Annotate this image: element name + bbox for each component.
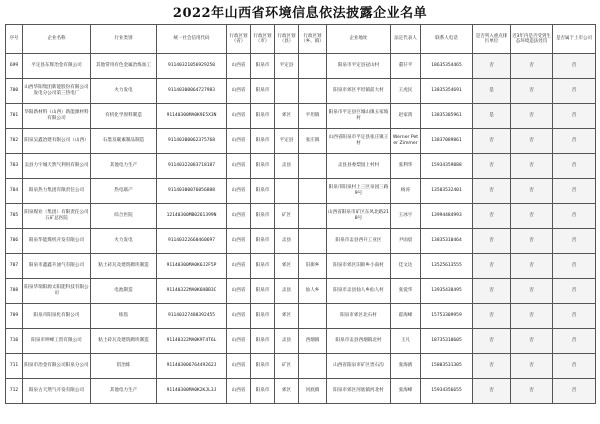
listed-company-cell: 否 — [553, 254, 596, 279]
serial-number-cell: 702 — [6, 129, 23, 154]
col-header: 行政区划（乡、镇） — [299, 25, 327, 54]
table-row — [6, 54, 596, 79]
credit-code-cell: 91140321056929250 — [157, 54, 227, 79]
province-cell: 山西省 — [227, 329, 251, 354]
penalty-cell: 否 — [511, 154, 553, 179]
penalty-cell: 否 — [511, 79, 553, 104]
legal-representative-cell: 张海峰 — [391, 379, 421, 404]
col-header: 统一社会信用代码 — [157, 25, 227, 54]
township-cell — [299, 304, 327, 329]
township-cell: 旧街乡 — [299, 254, 327, 279]
serial-number-cell: 711 — [6, 354, 23, 379]
company-name-cell: 阳泉市冶金有限公司阳泉分公司 — [23, 354, 91, 379]
serial-number-cell: 701 — [6, 104, 23, 129]
table-row — [6, 179, 596, 204]
credit-code-cell: 91140322MA0K6HBB3C — [157, 279, 227, 304]
legal-representative-cell: 佳文达 — [391, 254, 421, 279]
address-cell: 阳泉市郊区平坦镇前大村 — [327, 79, 391, 104]
table-row — [6, 129, 596, 154]
industry-cell: 炼焦 — [91, 304, 157, 329]
address-cell: 山西省阳泉市矿区东风北路218号 — [327, 204, 391, 229]
city-cell: 阳泉市 — [251, 179, 275, 204]
city-cell: 阳泉市 — [251, 154, 275, 179]
penalty-cell: 否 — [511, 104, 553, 129]
province-cell: 山西省 — [227, 229, 251, 254]
credit-code-cell: 91140300MA0K9E5X3N — [157, 104, 227, 129]
phone-cell: 15803531305 — [421, 354, 473, 379]
company-name-cell: 阳泉市鑫鑫升油气有限公司 — [23, 254, 91, 279]
county-cell: 郊区 — [275, 379, 299, 404]
township-cell: 平坦镇 — [299, 104, 327, 129]
county-cell: 郊区 — [275, 304, 299, 329]
industry-cell: 综合医院 — [91, 204, 157, 229]
address-cell: 山西省阳泉市矿区贵石沟 — [327, 354, 391, 379]
province-cell: 山西省 — [227, 54, 251, 79]
penalty-cell: 否 — [511, 329, 553, 354]
key-polluter-cell: 否 — [473, 279, 511, 304]
industry-cell: 有机化学原料制造 — [91, 104, 157, 129]
township-cell — [299, 54, 327, 79]
credit-code-cell: 91140300MA0K6J2F5P — [157, 254, 227, 279]
credit-code-cell: 91140322083718187 — [157, 154, 227, 179]
address-cell: 阳泉市平定县冠山村 — [327, 54, 391, 79]
county-cell: 郊区 — [275, 104, 299, 129]
city-cell: 阳泉市 — [251, 79, 275, 104]
serial-number-cell: 700 — [6, 79, 23, 104]
legal-representative-cell: 杨涛 — [391, 179, 421, 204]
township-cell: 张庄镇 — [299, 129, 327, 154]
key-polluter-cell: 否 — [473, 129, 511, 154]
penalty-cell: 否 — [511, 354, 553, 379]
county-cell: 平定县 — [275, 129, 299, 154]
township-cell: 仙人乡 — [299, 279, 327, 304]
enterprise-disclosure-table — [5, 24, 596, 404]
col-header: 行业类别 — [91, 25, 157, 54]
serial-number-cell: 706 — [6, 229, 23, 254]
legal-representative-cell: Werner Peter Zimmer — [391, 129, 421, 154]
province-cell: 山西省 — [227, 354, 251, 379]
col-header: 序号 — [6, 25, 23, 54]
address-cell: 阳泉市盂县西开工业区 — [327, 229, 391, 254]
key-polluter-cell: 是 — [473, 79, 511, 104]
key-polluter-cell: 否 — [473, 54, 511, 79]
listed-company-cell: 否 — [553, 129, 596, 154]
township-cell: 河底镇 — [299, 379, 327, 404]
company-name-cell: 阳泉热力集团有限责任公司 — [23, 179, 91, 204]
key-polluter-cell: 否 — [473, 379, 511, 404]
township-cell — [299, 179, 327, 204]
listed-company-cell: 否 — [553, 279, 596, 304]
county-cell: 盂县 — [275, 279, 299, 304]
phone-cell: 13935438495 — [421, 279, 473, 304]
listed-company-cell: 否 — [553, 79, 596, 104]
table-row — [6, 154, 596, 179]
city-cell: 阳泉市 — [251, 354, 275, 379]
penalty-cell: 否 — [511, 254, 553, 279]
address-cell: 阳泉市郊区北石村 — [327, 304, 391, 329]
table-header-row — [6, 25, 596, 54]
phone-cell: 13835385961 — [421, 104, 473, 129]
county-cell: 平定县 — [275, 54, 299, 79]
industry-cell: 其他电力生产 — [91, 154, 157, 179]
legal-representative-cell: 王凡 — [391, 329, 421, 354]
address-cell: 阳泉市盂县西烟镇北村 — [327, 329, 391, 354]
phone-cell: 13835310464 — [421, 229, 473, 254]
company-name-cell: 平定县东辉冶金有限公司 — [23, 54, 91, 79]
col-header: 是否属于上市公司 — [553, 25, 596, 54]
table-row — [6, 279, 596, 304]
serial-number-cell: 708 — [6, 279, 23, 304]
phone-cell: 13835354691 — [421, 79, 473, 104]
industry-cell: 火力发电 — [91, 79, 157, 104]
phone-cell: 15934359888 — [421, 154, 473, 179]
province-cell: 山西省 — [227, 79, 251, 104]
legal-representative-cell: 王冰宇 — [391, 204, 421, 229]
listed-company-cell: 否 — [553, 204, 596, 229]
penalty-cell: 否 — [511, 129, 553, 154]
province-cell: 山西省 — [227, 104, 251, 129]
city-cell: 阳泉市 — [251, 104, 275, 129]
table-row — [6, 329, 596, 354]
credit-code-cell: 91140300076056808 — [157, 179, 227, 204]
province-cell: 山西省 — [227, 129, 251, 154]
table-row — [6, 204, 596, 229]
key-polluter-cell: 否 — [473, 204, 511, 229]
table-row — [6, 254, 596, 279]
col-header: 联系人电话 — [421, 25, 473, 54]
address-cell: 阳泉市郊区河底镇河北村 — [327, 379, 391, 404]
page-title: 2022年山西省环境信息依法披露企业名单 — [172, 6, 428, 21]
legal-representative-cell: 尹雨宸 — [391, 229, 421, 254]
company-name-cell: 阳泉市阳泉化有限公司 — [23, 304, 91, 329]
key-polluter-cell: 否 — [473, 304, 511, 329]
province-cell: 山西省 — [227, 279, 251, 304]
listed-company-cell: 否 — [553, 179, 596, 204]
address-cell: 阳泉市盂县仙人乡仙人村 — [327, 279, 391, 304]
credit-code-cell: 91140322MA0K9T4T6L — [157, 329, 227, 354]
table-row — [6, 229, 596, 254]
province-cell: 山西省 — [227, 379, 251, 404]
township-cell — [299, 354, 327, 379]
township-cell — [299, 79, 327, 104]
industry-cell: 粘土砖瓦及建筑砌块制造 — [91, 254, 157, 279]
province-cell: 山西省 — [227, 179, 251, 204]
serial-number-cell: 703 — [6, 154, 23, 179]
township-cell — [299, 154, 327, 179]
phone-cell: 18735310605 — [421, 329, 473, 354]
township-cell — [299, 204, 327, 229]
col-header: 行政区划（市） — [251, 25, 275, 54]
phone-cell: 13503532401 — [421, 179, 473, 204]
legal-representative-cell: 赵家鸿 — [391, 104, 421, 129]
serial-number-cell: 707 — [6, 254, 23, 279]
county-cell: 郊区 — [275, 254, 299, 279]
county-cell: 盂县 — [275, 329, 299, 354]
serial-number-cell: 705 — [6, 204, 23, 229]
listed-company-cell: 否 — [553, 154, 596, 179]
industry-cell: 热电联产 — [91, 179, 157, 204]
listed-company-cell: 否 — [553, 54, 596, 79]
county-cell: 矿区 — [275, 204, 299, 229]
province-cell: 山西省 — [227, 154, 251, 179]
key-polluter-cell: 否 — [473, 229, 511, 254]
city-cell: 阳泉市 — [251, 329, 275, 354]
listed-company-cell: 否 — [553, 229, 596, 254]
table-row — [6, 79, 596, 104]
col-header: 企业名称 — [23, 25, 91, 54]
legal-representative-cell: 霍海峰 — [391, 304, 421, 329]
credit-code-cell: 91140300062375768 — [157, 129, 227, 154]
serial-number-cell: 704 — [6, 179, 23, 204]
company-name-cell: 阳泉吴鑫冶建有限公司（山西） — [23, 129, 91, 154]
legal-representative-cell: 张利华 — [391, 154, 421, 179]
penalty-cell: 否 — [511, 379, 553, 404]
credit-code-cell: 91140300064727983 — [157, 79, 227, 104]
col-header: 企业地址 — [327, 25, 391, 54]
company-name-cell: 山西华阳集团新能股份有限公司发电分公司第三热电厂 — [23, 79, 91, 104]
industry-cell: 粘土砖瓦及建筑砌块制造 — [91, 329, 157, 354]
col-header: 是否列入重点排污单位 — [473, 25, 511, 54]
county-cell: 盂县 — [275, 154, 299, 179]
address-cell: 阳泉市平定县巨城山镇五家坡村 — [327, 104, 391, 129]
company-name-cell: 阳泉煤业（集团）有限责任公司五矿总医院 — [23, 204, 91, 229]
industry-cell: 其他电力生产 — [91, 379, 157, 404]
credit-code-cell: 91140300676449262J — [157, 354, 227, 379]
address-cell: 阳泉市阳泉村上三区泉园三路9号 — [327, 179, 391, 204]
city-cell: 阳泉市 — [251, 279, 275, 304]
penalty-cell: 否 — [511, 179, 553, 204]
key-polluter-cell: 是 — [473, 104, 511, 129]
phone-cell: 13525613555 — [421, 254, 473, 279]
penalty-cell: 否 — [511, 54, 553, 79]
credit-code-cell: 91140322660460697 — [157, 229, 227, 254]
credit-code-cell: 12140300MB0261399N — [157, 204, 227, 229]
province-cell: 山西省 — [227, 254, 251, 279]
table-body — [6, 54, 596, 404]
key-polluter-cell: 否 — [473, 179, 511, 204]
company-name-cell: 阳泉华能煤机开发有限公司 — [23, 229, 91, 254]
county-cell — [275, 179, 299, 204]
township-cell: 西烟镇 — [299, 329, 327, 354]
credit-code-cell: 91140327488392455 — [157, 304, 227, 329]
legal-representative-cell: 张海鸥 — [391, 354, 421, 379]
company-name-cell: 华阳新材料（山西）新能源材料有限公司 — [23, 104, 91, 129]
industry-cell: 其他常用有色金属冶炼加工 — [91, 54, 157, 79]
address-cell: 阳泉市郊区旧街乡小南村 — [327, 254, 391, 279]
legal-representative-cell: 董仔平 — [391, 54, 421, 79]
county-cell — [275, 79, 299, 104]
industry-cell: 电池制造 — [91, 279, 157, 304]
phone-cell: 15934356655 — [421, 379, 473, 404]
key-polluter-cell: 否 — [473, 154, 511, 179]
listed-company-cell: 否 — [553, 304, 596, 329]
county-cell: 矿区 — [275, 354, 299, 379]
phone-cell: 15753309959 — [421, 304, 473, 329]
address-cell: 山西省阳泉市平定县张庄镇王村 — [327, 129, 391, 154]
table-row — [6, 354, 596, 379]
serial-number-cell: 710 — [6, 329, 23, 354]
key-polluter-cell: 否 — [473, 329, 511, 354]
legal-representative-cell: 张爱华 — [391, 279, 421, 304]
industry-cell: 石墨及碳素制品制造 — [91, 129, 157, 154]
phone-cell: 13994484993 — [421, 204, 473, 229]
county-cell: 盂县 — [275, 229, 299, 254]
city-cell: 阳泉市 — [251, 204, 275, 229]
phone-cell: 18635354465 — [421, 54, 473, 79]
city-cell: 阳泉市 — [251, 254, 275, 279]
serial-number-cell: 712 — [6, 379, 23, 404]
table-row — [6, 304, 596, 329]
serial-number-cell: 709 — [6, 304, 23, 329]
industry-cell: 火力发电 — [91, 229, 157, 254]
table-row — [6, 379, 596, 404]
listed-company-cell: 否 — [553, 104, 596, 129]
company-name-cell: 阳泉古天然气开发有限公司 — [23, 379, 91, 404]
key-polluter-cell: 否 — [473, 354, 511, 379]
penalty-cell: 否 — [511, 279, 553, 304]
listed-company-cell: 否 — [553, 354, 596, 379]
city-cell: 阳泉市 — [251, 54, 275, 79]
province-cell: 山西省 — [227, 204, 251, 229]
credit-code-cell: 91140300MA0K2KJL3J — [157, 379, 227, 404]
phone-cell: 13837089861 — [421, 129, 473, 154]
col-header: 法定代表人 — [391, 25, 421, 54]
serial-number-cell: 699 — [6, 54, 23, 79]
col-header: 近3年内是否受到生态环境违法处罚 — [511, 25, 553, 54]
address-cell: 盂县县委梨园上村村 — [327, 154, 391, 179]
listed-company-cell: 否 — [553, 329, 596, 354]
company-name-cell: 阳泉市坤峰工贸有限公司 — [23, 329, 91, 354]
company-name-cell: 盂县力宇城天然气利用有限公司 — [23, 154, 91, 179]
legal-representative-cell: 王虎民 — [391, 79, 421, 104]
col-header: 行政区划（县） — [275, 25, 299, 54]
table-row — [6, 104, 596, 129]
penalty-cell: 否 — [511, 229, 553, 254]
province-cell: 山西省 — [227, 304, 251, 329]
industry-cell: 铝冶炼 — [91, 354, 157, 379]
penalty-cell: 否 — [511, 204, 553, 229]
city-cell: 阳泉市 — [251, 379, 275, 404]
listed-company-cell: 否 — [553, 379, 596, 404]
city-cell: 阳泉市 — [251, 304, 275, 329]
city-cell: 阳泉市 — [251, 229, 275, 254]
company-name-cell: 阳泉华瑞阳源太阳能科技有限公司 — [23, 279, 91, 304]
city-cell: 阳泉市 — [251, 129, 275, 154]
col-header: 行政区划（省） — [227, 25, 251, 54]
penalty-cell: 否 — [511, 304, 553, 329]
township-cell — [299, 229, 327, 254]
key-polluter-cell: 否 — [473, 254, 511, 279]
